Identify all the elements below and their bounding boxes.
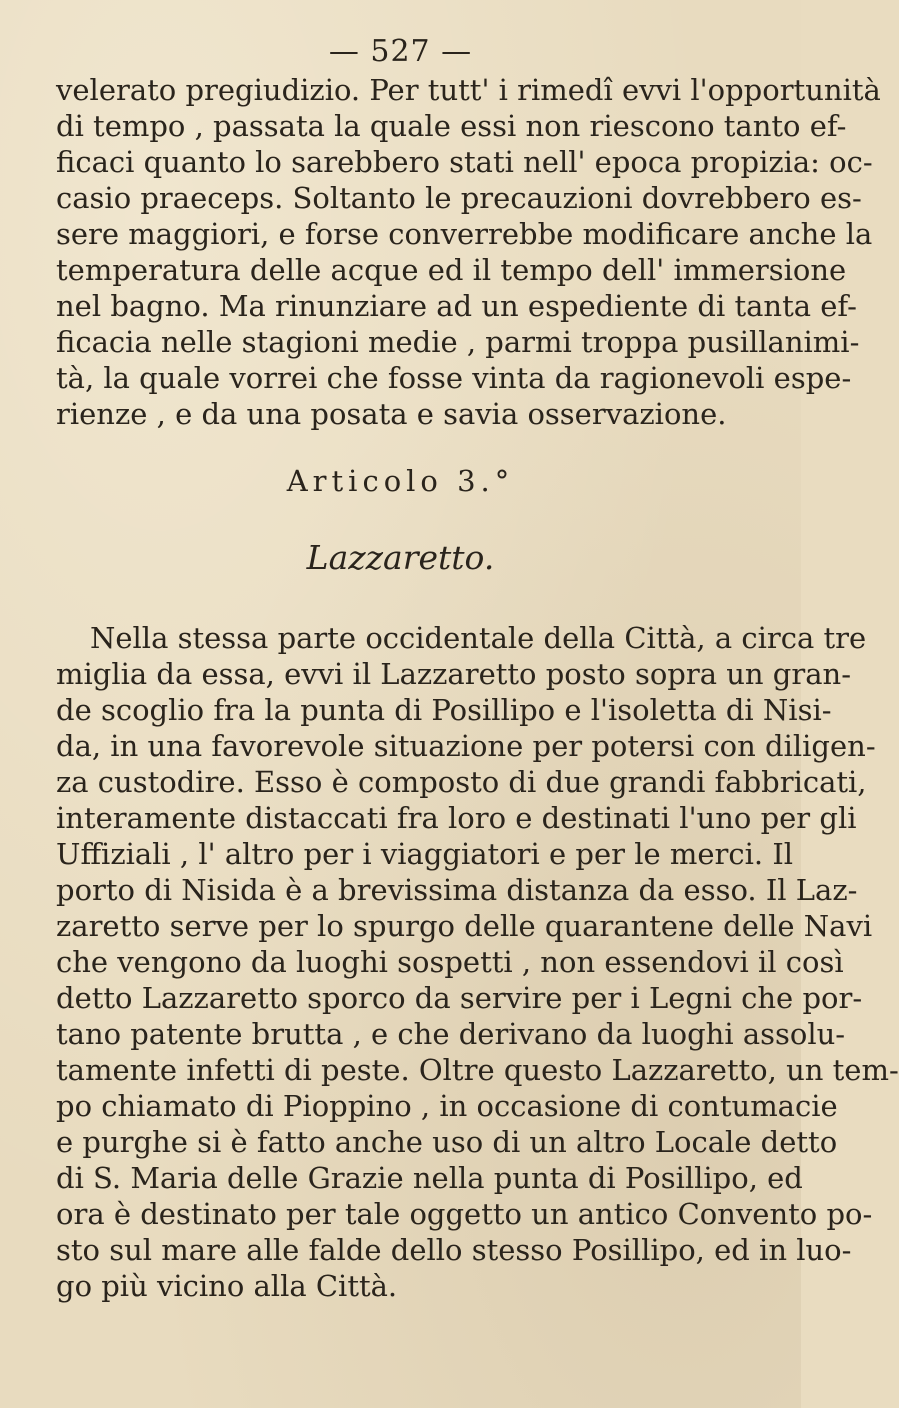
page-number: — 527 —	[328, 34, 473, 69]
text-line: da, in una favorevole situazione per potersi con diligen-	[56, 729, 876, 763]
text-line: sto sul mare alle falde dello stesso Posillipo, ed in luo-	[56, 1233, 852, 1267]
text-line: velerato pregiudizio. Per tutt' i rimedî evvi l'opportunità	[56, 73, 881, 107]
text-line: nel bagno. Ma rinunziare ad un espediente di tanta ef-	[56, 289, 857, 323]
text-line: di S. Maria delle Grazie nella punta di Posillipo, ed	[56, 1161, 803, 1195]
text-line: e purghe si è fatto anche uso di un altro Locale detto	[56, 1125, 838, 1159]
text-line: ora è destinato per tale oggetto un antico Convento po-	[56, 1197, 873, 1231]
text-line: Nella stessa parte occidentale della Città, a circa tre	[90, 621, 867, 655]
article-heading: Articolo 3.°	[286, 464, 515, 498]
text-line: po chiamato di Pioppino , in occasione di contumacie	[56, 1089, 838, 1123]
text-line: za custodire. Esso è composto di due grandi fabbricati,	[56, 765, 867, 799]
text-line: rienze , e da una posata e savia osservazione.	[56, 397, 727, 431]
text-line: tano patente brutta , e che derivano da luoghi assolu-	[56, 1017, 846, 1051]
text-line: ficaci quanto lo sarebbero stati nell' epoca propizia: oc-	[56, 145, 873, 179]
section-title: Lazzaretto.	[306, 538, 495, 577]
text-line: de scoglio fra la punta di Posillipo e l'isoletta di Nisi-	[56, 693, 832, 727]
text-line: detto Lazzaretto sporco da servire per i Legni che por-	[56, 981, 863, 1015]
text-line: miglia da essa, evvi il Lazzaretto posto sopra un gran-	[56, 657, 851, 691]
text-line: di tempo , passata la quale essi non riescono tanto ef-	[56, 109, 847, 143]
text-line: zaretto serve per lo spurgo delle quarantene delle Navi	[56, 909, 873, 943]
text-line: che vengono da luoghi sospetti , non essendovi il così	[56, 945, 844, 979]
text-line: casio praeceps. Soltanto le precauzioni dovrebbero es-	[56, 181, 862, 215]
text-line: tà, la quale vorrei che fosse vinta da ragionevoli espe-	[56, 361, 852, 395]
text-line: Uffiziali , l' altro per i viaggiatori e per le merci. Il	[56, 837, 794, 871]
text-line: porto di Nisida è a brevissima distanza da esso. Il Laz-	[56, 873, 858, 907]
text-line: temperatura delle acque ed il tempo dell' immersione	[56, 253, 847, 287]
text-line: go più vicino alla Città.	[56, 1269, 398, 1303]
text-line: tamente infetti di peste. Oltre questo Lazzaretto, un tem-	[56, 1053, 899, 1087]
text-line: sere maggiori, e forse converrebbe modificare anche la	[56, 217, 873, 251]
text-line: interamente distaccati fra loro e destinati l'uno per gli	[56, 801, 857, 835]
text-line: ficacia nelle stagioni medie , parmi troppa pusillanimi-	[56, 325, 860, 359]
